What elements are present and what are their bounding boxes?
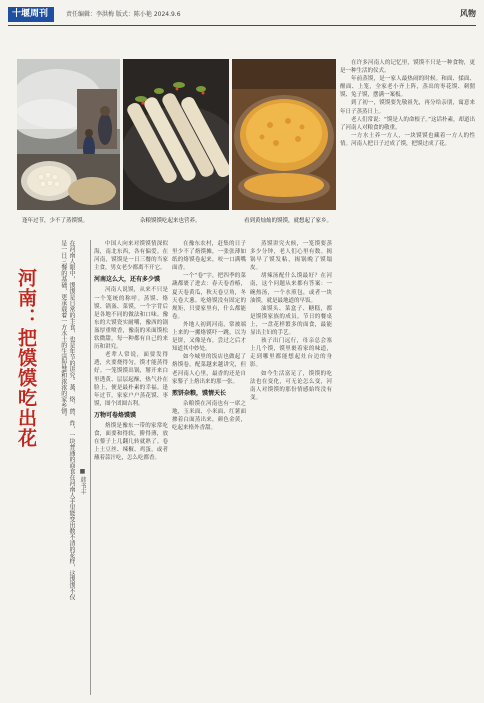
paragraph: 到了初一，馍馍要先敬祖先，再分给亲朋，寓意来年日子蒸蒸日上。 (340, 100, 475, 115)
paragraph: 烙馍是豫东一带的家常吃食，面要和得软，擀得薄，放在鏊子上几翻几转就熟了。卷上土豆丝、辣椒、鸡蛋，或者蘸着蒜汁吃，怎么吃都香。 (94, 422, 168, 462)
paragraph: 胡辣汤配什么馍最好？在河南，这个问题从来都有答案：一碗热汤，一个水煎包，或者一块油馍，就是最地道的早饭。 (250, 273, 332, 304)
paragraph: 老辈人常说，面要发得透，火要烧得匀，馍才能蒸得好。一笼馍馍出锅，掰开来白里透黄、层层起酥，热气扑在脸上，便是最朴素的幸福。逢年过节，家家户户蒸花馍、枣馍，图个团圆吉利。 (94, 352, 168, 407)
section-label: 风物 (460, 9, 476, 18)
paragraph: 孩子出门远行，母亲总会塞上几个馍，馍里裹着家的味道，走到哪里都能想起灶台边的身影。 (250, 338, 332, 369)
caption-photo2: 杂粮馍馍吃起来也营养。 (140, 218, 201, 224)
paragraph: 外地人初到河南，常被端上来的一摞烙馍吓一跳，以为是饼，又像是布，尝过之后才知道其中妙处。 (172, 321, 246, 353)
paragraph: 一方水土养一方人，一块馍馍也藏着一方人的性情。河南人把日子过成了馍，把馍过成了花。 (340, 132, 475, 147)
caption-photo3: 看到黄灿灿的馍馍，就想起了家乡。 (244, 218, 333, 224)
subheading: 万物可卷烙馍馍 (94, 411, 137, 419)
column-divider (90, 240, 91, 695)
paragraph: 在许多河南人的记忆里，馍馍不只是一种食物，更是一种生活的仪式。 (340, 60, 475, 75)
paragraph: 年前蒸馍，是一家人最热闹的时候。和面、揉面、醒面、上笼，全家老小齐上阵，蒸出的枣花馍、刺猬馍、兔子馍，摆满一案板。 (340, 76, 475, 99)
paragraph: 油馍头、菜盒子、糖糕，都是馍馍家族的成员。节日的餐桌上，一盘花样繁多的面食，最能显出主妇的手艺。 (250, 305, 332, 337)
paragraph: 如今生活富足了，馍馍的吃法也在变化，可无论怎么变，河南人对馍馍的那份情感始终没有变。 (250, 370, 332, 401)
photo-rolled-flatbread (123, 59, 229, 210)
caption-photo1: 逢年过节，少不了蒸馍馍。 (22, 218, 89, 224)
body-column-3 (250, 240, 332, 695)
article-lead: 在河南人眼中，馍馍是日常的主食，也是年节的讲究。蒸、烙、煎、炸，一块普通的面食在河南人手里能变出数不清的花样，这馍馍不仅是一日三餐的基础，更承载着一方水土的生活智慧和浓浓的家乡情。 (59, 240, 75, 600)
paragraph: 蒸馍讲究火候，一笼馍要蒸多少分钟，老人们心里有数。揭锅早了馍发粘，揭锅晚了馍塌皮。 (250, 241, 332, 272)
newspaper-brand: 十堰周刊 (8, 7, 54, 22)
article-author: ■ 韩书丰 (79, 468, 86, 495)
paragraph: 河南人说馍，从来不只是一个笼统的称呼。蒸馍、烙馍、锅盔、菜馍，一个字背后是各地不同的做法和口味。豫东的大馍瓷实耐嚼，豫西的锅盔厚重喷香，豫南的米面馍松软微甜，每一种都有自己的来历和讲究。 (94, 287, 168, 351)
body-column-4 (340, 59, 475, 695)
paragraph: 如今城里的饭店也做起了烙馍卷，配菜越来越讲究，但老河南人心里，最香的还是自家鏊子上烙出来的那一张。 (172, 354, 246, 385)
paragraph: 老人们常说：“馍是人的命根子。”这话朴素，却道出了河南人对粮食的敬重。 (340, 116, 475, 131)
subheading: 河南这么大，还有多少馍 (94, 276, 161, 284)
paragraph: 中国人向来对馍馍情深似海，南北东西，各有偏爱。在河南，馍馍是一日三餐的当家主食，男女老少都离不开它。 (94, 241, 168, 272)
page-header (8, 7, 476, 26)
editor-meta: 责任编辑：李洪梅 版式：陈小艳 2024.9.6 (66, 11, 181, 18)
paragraph: 在豫东农村，赶集的日子里少不了烙馍摊，一张张薄如纸的烙馍卷起来，咬一口满嘴面香。 (172, 241, 246, 272)
body-column-2 (172, 240, 246, 695)
photo-golden-cake (232, 59, 336, 210)
body-column-1 (94, 240, 168, 695)
paragraph: 一个“卷”字，把四季的菜蔬都裹了进去：春天卷香椿，夏天卷黄瓜，秋天卷豆角，冬天卷大葱。吃烙馍没有固定的规矩，只要家里有，什么都能卷。 (172, 273, 246, 320)
photo-steaming-buns (17, 59, 120, 210)
article-title: 河南：把馍馍吃出花 (15, 268, 37, 448)
paragraph: 杂粮馍在河南也有一席之地，玉米面、小米面、红薯面掺着白面蒸出来，颜色金黄，吃起来格外香甜。 (172, 400, 246, 432)
subheading: 煎饼杂粮，馍情天长 (172, 389, 227, 397)
